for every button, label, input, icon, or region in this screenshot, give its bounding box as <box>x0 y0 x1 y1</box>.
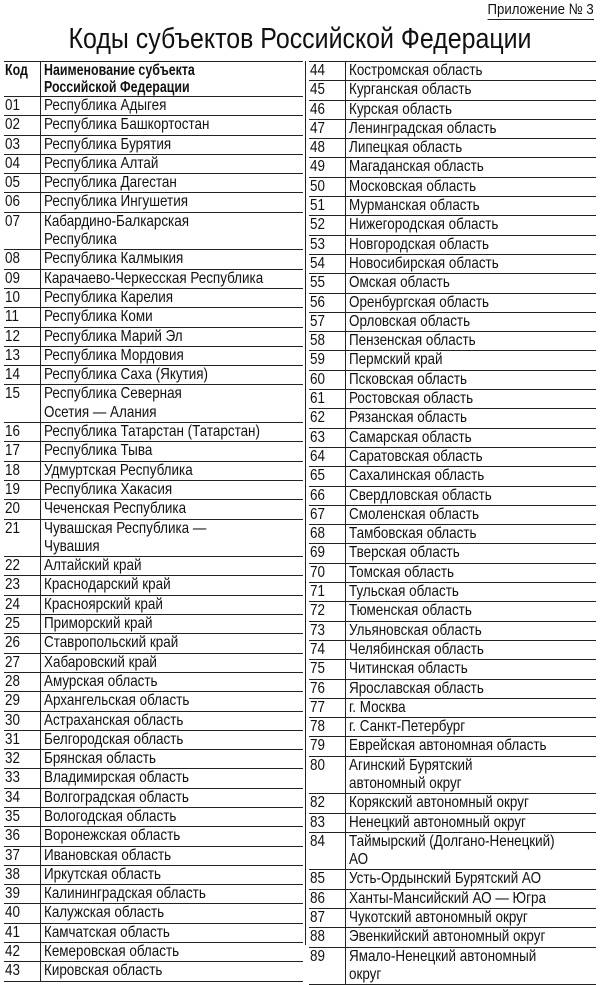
table-row <box>4 654 303 673</box>
table-row <box>4 827 303 846</box>
table-row <box>309 833 596 871</box>
region-name: Республика Ингушетия <box>44 193 189 211</box>
region-name: Орловская область <box>349 312 471 330</box>
region-name: Таймырский (Долгано-Ненецкий) АО <box>349 832 555 869</box>
column-divider <box>305 61 306 945</box>
region-name: Курская область <box>349 100 453 118</box>
table-row <box>4 520 303 558</box>
region-name: Астраханская область <box>44 711 184 729</box>
region-code: 15 <box>4 385 41 422</box>
table-row <box>4 962 303 980</box>
region-name: Алтайский край <box>44 557 142 575</box>
table-row <box>4 328 303 347</box>
table-row <box>4 347 303 366</box>
table-row <box>4 557 303 576</box>
region-code: 36 <box>4 827 41 845</box>
table-row <box>4 136 303 155</box>
region-code: 58 <box>309 332 346 350</box>
table-row <box>309 197 596 216</box>
region-code: 13 <box>4 347 41 365</box>
region-code: 59 <box>309 351 346 369</box>
region-code: 65 <box>309 467 346 485</box>
region-code: 14 <box>4 366 41 384</box>
region-code: 18 <box>4 462 41 480</box>
region-code: 48 <box>309 139 346 157</box>
region-code: 10 <box>4 289 41 307</box>
table-row <box>309 274 596 293</box>
region-name: Кемеровская область <box>44 943 180 961</box>
region-code: 37 <box>4 847 41 865</box>
table-row <box>4 634 303 653</box>
region-code: 71 <box>309 583 346 601</box>
region-name: Самарская область <box>349 428 472 446</box>
region-name: Мурманская область <box>349 197 480 215</box>
header-code: Код <box>4 62 41 96</box>
table-row <box>309 641 596 660</box>
table-row <box>309 737 596 756</box>
region-name: Республика Калмыкия <box>44 250 184 268</box>
region-code: 55 <box>309 274 346 292</box>
region-code: 78 <box>309 718 346 736</box>
region-name: Томская область <box>349 563 455 581</box>
region-code: 69 <box>309 544 346 562</box>
region-name: Краснодарский край <box>44 576 171 594</box>
region-name: Ненецкий автономный округ <box>349 813 526 831</box>
region-code: 38 <box>4 866 41 884</box>
region-name: Тамбовская область <box>349 525 477 543</box>
table-row <box>4 866 303 885</box>
table-row <box>309 448 596 467</box>
header-name: Наименование субъекта Российской Федерации <box>44 62 195 96</box>
region-code: 89 <box>309 948 346 985</box>
table-row <box>309 390 596 409</box>
table-row <box>309 178 596 197</box>
region-code: 72 <box>309 602 346 620</box>
table-row <box>309 81 596 100</box>
table-right-column <box>309 61 596 985</box>
table-row <box>4 289 303 308</box>
table-row <box>309 718 596 737</box>
region-code: 12 <box>4 328 41 346</box>
region-name: Рязанская область <box>349 409 468 427</box>
table-row <box>4 885 303 904</box>
region-code: 35 <box>4 808 41 826</box>
region-code: 16 <box>4 423 41 441</box>
region-name: Оренбургская область <box>349 293 490 311</box>
region-code: 61 <box>309 390 346 408</box>
table-left-column <box>4 61 303 982</box>
region-name: Республика Башкортостан <box>44 116 210 134</box>
table-row <box>4 270 303 289</box>
region-name: Красноярский край <box>44 595 163 613</box>
region-name: Волгоградская область <box>44 788 189 806</box>
region-name: Карачаево-Черкесская Республика <box>44 269 264 287</box>
region-code: 68 <box>309 525 346 543</box>
region-name: Республика Тыва <box>44 442 153 460</box>
table-row <box>309 351 596 370</box>
region-code: 22 <box>4 557 41 575</box>
region-code: 05 <box>4 174 41 192</box>
region-code: 77 <box>309 699 346 717</box>
region-name: Удмуртская Республика <box>44 461 193 479</box>
region-name: Кабардино-Балкарская Республика <box>44 212 189 249</box>
table-row <box>4 174 303 193</box>
table-row <box>309 332 596 351</box>
table-row <box>4 596 303 615</box>
region-name: Ханты-Мансийский АО — Югра <box>349 889 546 907</box>
table-row <box>4 731 303 750</box>
table-row <box>4 155 303 174</box>
region-code: 82 <box>309 794 346 812</box>
region-name: Кировская область <box>44 962 163 980</box>
region-name: Республика Дагестан <box>44 174 177 192</box>
region-code: 52 <box>309 216 346 234</box>
region-name: Республика Северная Осетия — Алания <box>44 385 182 421</box>
region-code: 21 <box>4 520 41 557</box>
region-name: Тверская область <box>349 544 460 562</box>
region-code: 57 <box>309 313 346 331</box>
table-row <box>309 62 596 81</box>
region-code: 66 <box>309 487 346 505</box>
region-code: 87 <box>309 909 346 927</box>
table-row <box>309 255 596 274</box>
region-code: 17 <box>4 442 41 460</box>
region-code: 42 <box>4 943 41 961</box>
region-name: Калужская область <box>44 904 165 922</box>
table-row <box>309 583 596 602</box>
region-code: 45 <box>309 81 346 99</box>
region-name: Республика Татарстан (Татарстан) <box>44 423 260 441</box>
region-code: 76 <box>309 680 346 698</box>
region-name: Эвенкийский автономный округ <box>349 928 546 946</box>
region-name: Иркутская область <box>44 865 162 883</box>
region-code: 32 <box>4 750 41 768</box>
table-row <box>309 467 596 486</box>
region-code: 86 <box>309 890 346 908</box>
region-name: Усть-Ордынский Бурятский АО <box>349 870 542 888</box>
region-name: Республика Коми <box>44 308 153 326</box>
region-code: 53 <box>309 236 346 254</box>
table-row <box>309 564 596 583</box>
region-code: 56 <box>309 294 346 312</box>
table-row <box>4 442 303 461</box>
region-name: Владимирская область <box>44 769 190 787</box>
table-row <box>309 139 596 158</box>
region-name: Читинская область <box>349 660 468 678</box>
region-name: Ульяновская область <box>349 621 482 639</box>
region-name: Белгородская область <box>44 730 184 748</box>
region-name: Ярославская область <box>349 679 484 697</box>
table-row <box>309 506 596 525</box>
region-name: Новосибирская область <box>349 254 499 272</box>
region-code: 75 <box>309 660 346 678</box>
region-code: 40 <box>4 904 41 922</box>
appendix-label: Приложение № 3 <box>487 1 594 18</box>
region-name: Ивановская область <box>44 846 172 864</box>
region-name: г. Санкт-Петербург <box>349 718 466 736</box>
region-name: Брянская область <box>44 750 156 768</box>
region-code: 84 <box>309 833 346 870</box>
region-code: 08 <box>4 250 41 268</box>
region-code: 30 <box>4 712 41 730</box>
table-row <box>309 928 596 947</box>
region-code: 62 <box>309 409 346 427</box>
region-code: 49 <box>309 158 346 176</box>
table-header-row <box>4 62 303 97</box>
region-name: Пермский край <box>349 351 443 369</box>
region-name: Костромская область <box>349 62 483 79</box>
table-row <box>4 308 303 327</box>
region-name: Ставропольский край <box>44 634 179 652</box>
table-row <box>309 622 596 641</box>
region-name: Тюменская область <box>349 602 472 620</box>
table-row <box>4 462 303 481</box>
region-code: 64 <box>309 448 346 466</box>
region-name: Республика Марий Эл <box>44 327 183 345</box>
region-name: Республика Адыгея <box>44 97 167 114</box>
region-name: Агинский Бурятский автономный округ <box>349 756 473 792</box>
table-row <box>4 673 303 692</box>
region-name: Амурская область <box>44 672 158 690</box>
region-code: 20 <box>4 500 41 518</box>
region-name: Сахалинская область <box>349 467 485 485</box>
region-code: 43 <box>4 962 41 980</box>
table-row <box>4 481 303 500</box>
table-row <box>4 576 303 595</box>
region-code: 06 <box>4 193 41 211</box>
table-row <box>309 602 596 621</box>
region-code: 29 <box>4 692 41 710</box>
region-code: 79 <box>309 737 346 755</box>
table-row <box>309 890 596 909</box>
region-code: 07 <box>4 213 41 250</box>
region-name: Курганская область <box>349 81 472 99</box>
region-name: Саратовская область <box>349 447 483 465</box>
region-code: 24 <box>4 596 41 614</box>
region-code: 28 <box>4 673 41 691</box>
table-row <box>309 487 596 506</box>
region-name: Чеченская Республика <box>44 500 187 518</box>
region-name: Магаданская область <box>349 158 484 176</box>
region-code: 04 <box>4 155 41 173</box>
region-code: 33 <box>4 769 41 787</box>
region-code: 74 <box>309 641 346 659</box>
region-code: 39 <box>4 885 41 903</box>
region-name: Камчатская область <box>44 923 170 941</box>
region-name: Архангельская область <box>44 692 190 710</box>
region-code: 83 <box>309 814 346 832</box>
region-name: Липецкая область <box>349 139 463 157</box>
region-name: Чувашская Республика — Чувашия <box>44 519 207 555</box>
table-row <box>4 193 303 212</box>
table-row <box>4 615 303 634</box>
region-name: Хабаровский край <box>44 653 157 671</box>
table-row <box>4 750 303 769</box>
region-code: 54 <box>309 255 346 273</box>
region-name: Омская область <box>349 274 450 292</box>
region-code: 11 <box>4 308 41 326</box>
region-code: 41 <box>4 924 41 942</box>
region-code: 50 <box>309 178 346 196</box>
table-row <box>309 101 596 120</box>
table-row <box>4 366 303 385</box>
region-code: 01 <box>4 97 41 115</box>
region-name: Тульская область <box>349 583 459 601</box>
table-row <box>4 692 303 711</box>
region-code: 88 <box>309 928 346 946</box>
region-code: 63 <box>309 429 346 447</box>
page-title: Коды субъектов Российской Федерации <box>68 23 532 55</box>
region-name: Новгородская область <box>349 235 490 253</box>
region-name: Республика Хакасия <box>44 480 173 498</box>
table-row <box>309 680 596 699</box>
table-row <box>4 116 303 135</box>
table-row <box>4 97 303 116</box>
table-row <box>4 808 303 827</box>
table-row <box>4 904 303 923</box>
region-code: 02 <box>4 116 41 134</box>
table-row <box>4 943 303 962</box>
table-row <box>309 120 596 139</box>
table-row <box>309 814 596 833</box>
table-row <box>309 371 596 390</box>
region-name: Калининградская область <box>44 885 206 903</box>
region-code: 34 <box>4 789 41 807</box>
region-name: Ямало-Ненецкий автономный округ <box>349 947 537 983</box>
table-row <box>4 847 303 866</box>
region-name: Вологодская область <box>44 807 177 825</box>
region-name: Республика Бурятия <box>44 135 172 153</box>
table-row <box>4 924 303 943</box>
table-row <box>309 757 596 795</box>
region-code: 47 <box>309 120 346 138</box>
region-code: 60 <box>309 371 346 389</box>
table-row <box>309 699 596 718</box>
region-name: Приморский край <box>44 615 153 633</box>
region-code: 31 <box>4 731 41 749</box>
table-row <box>309 429 596 448</box>
region-code: 44 <box>309 62 346 80</box>
region-code: 25 <box>4 615 41 633</box>
table-row <box>4 250 303 269</box>
table-row <box>309 409 596 428</box>
region-code: 70 <box>309 564 346 582</box>
region-name: Республика Мордовия <box>44 346 184 364</box>
region-name: Корякский автономный округ <box>349 794 529 812</box>
region-name: Ленинградская область <box>349 119 497 137</box>
table-row <box>309 544 596 563</box>
table-row <box>309 660 596 679</box>
region-code: 85 <box>309 870 346 888</box>
region-name: Смоленская область <box>349 505 480 523</box>
table-row <box>309 948 596 985</box>
region-name: Пензенская область <box>349 332 476 350</box>
region-name: Еврейская автономная область <box>349 737 547 755</box>
table-row <box>309 236 596 255</box>
region-name: г. Москва <box>349 698 406 716</box>
region-name: Свердловская область <box>349 486 492 504</box>
table-row <box>309 294 596 313</box>
region-name: Республика Карелия <box>44 288 173 306</box>
region-name: Воронежская область <box>44 827 181 845</box>
region-code: 19 <box>4 481 41 499</box>
region-name: Чукотский автономный округ <box>349 909 528 927</box>
table-row <box>309 794 596 813</box>
table-row <box>4 213 303 251</box>
region-code: 46 <box>309 101 346 119</box>
table-row <box>4 712 303 731</box>
table-row <box>4 500 303 519</box>
region-code: 26 <box>4 634 41 652</box>
region-code: 03 <box>4 136 41 154</box>
region-code: 23 <box>4 576 41 594</box>
table-row <box>309 909 596 928</box>
region-name: Псковская область <box>349 370 468 388</box>
region-name: Республика Алтай <box>44 154 159 172</box>
region-name: Московская область <box>349 177 477 195</box>
table-row <box>4 385 303 423</box>
table-row <box>309 216 596 235</box>
region-code: 27 <box>4 654 41 672</box>
region-code: 09 <box>4 270 41 288</box>
table-row <box>309 313 596 332</box>
region-name: Нижегородская область <box>349 216 499 234</box>
region-code: 67 <box>309 506 346 524</box>
region-code: 51 <box>309 197 346 215</box>
region-code: 73 <box>309 622 346 640</box>
table-row <box>309 525 596 544</box>
table-row <box>309 158 596 177</box>
table-row <box>4 789 303 808</box>
region-code: 80 <box>309 757 346 794</box>
region-name: Челябинская область <box>349 640 484 658</box>
table-row <box>4 769 303 788</box>
table-row <box>4 423 303 442</box>
region-name: Ростовская область <box>349 390 474 408</box>
table-row <box>309 870 596 889</box>
region-name: Республика Саха (Якутия) <box>44 366 209 384</box>
